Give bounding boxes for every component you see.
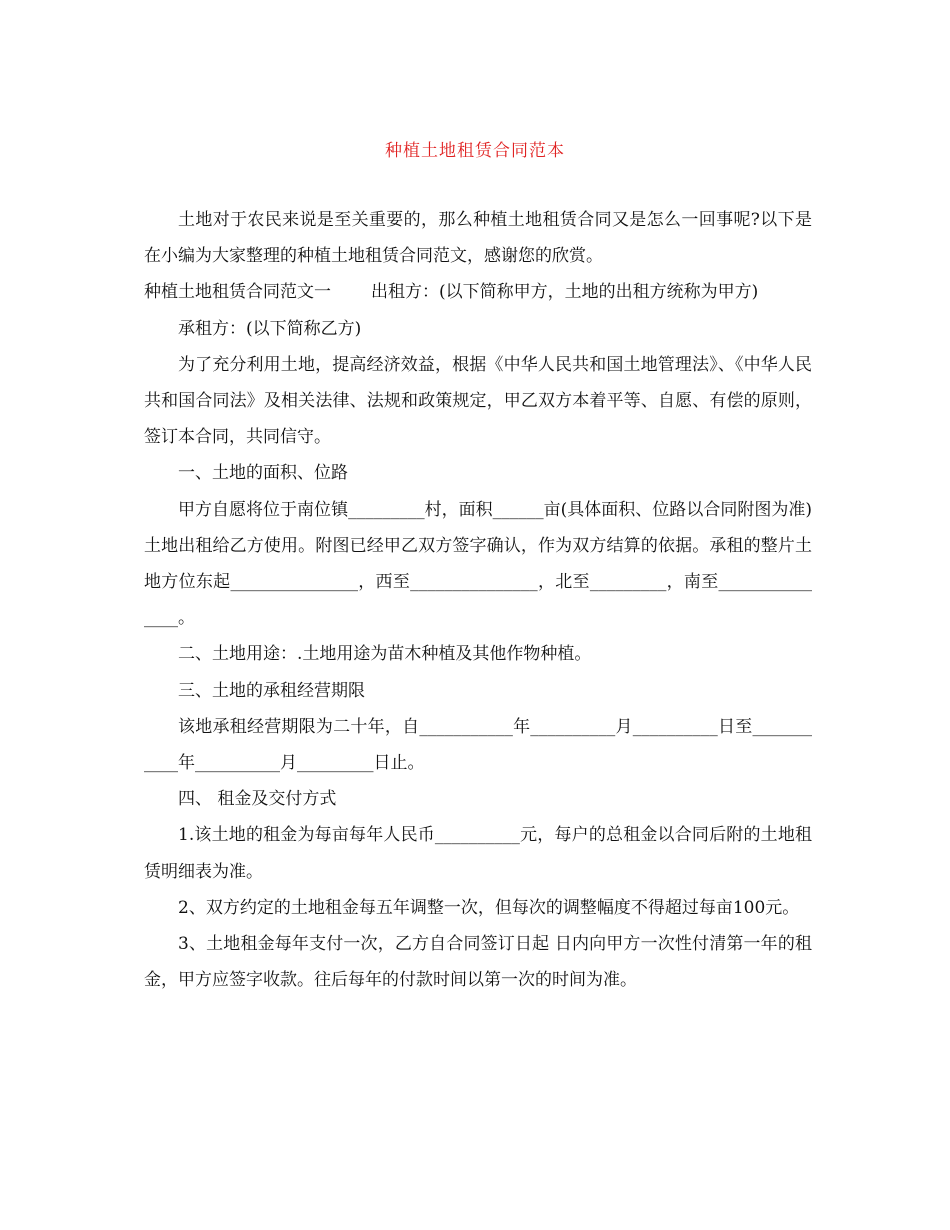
document-title: 种植土地租赁合同范本 [385,141,565,161]
clause-4-3: 3、土地租金每年支付一次，乙方自合同签订日起 日内向甲方一次性付清第一年的租金，甲方应签字收款。往后每年的付款时间以第一次的时间为准。 [144,934,812,991]
section-3-heading: 三、土地的承租经营期限 [178,680,365,701]
section-4-heading: 四、 租金及交付方式 [178,789,337,810]
sample-heading-line [144,274,812,310]
lessee-line: 承租方：(以下简称乙方) [178,318,362,339]
section-1-heading: 一、土地的面积、位路 [178,463,348,484]
preamble-paragraph: 为了充分利用土地，提高经济效益，根据《中华人民共和国土地管理法》、《中华人民共和国合同法》及相关法律、法规和政策规定，甲乙双方本着平等、自愿、有偿的原则，签订本合同，共同信守。 [144,354,812,448]
lessor-line: 出租方：(以下简称甲方，土地的出租方统称为甲方) [371,282,759,303]
document-body [144,202,812,998]
sample-heading: 种植土地租赁合同范文一 [144,282,331,303]
section-1-paragraph: 甲方自愿将位于南位镇_________村，面积______亩(具体面积、位路以合同附图为准)土地出租给乙方使用。附图已经甲乙双方签字确认，作为双方结算的依据。承租的整片土地方位东起_______________，西至_______________，北至_________，南至_______________。 [144,499,812,629]
section-3-paragraph: 该地承租经营期限为二十年，自___________年__________月__________日至___________年__________月_________日止。 [144,716,812,774]
intro-paragraph: 土地对于农民来说是至关重要的，那么种植土地租赁合同又是怎么一回事呢?以下是在小编为大家整理的种植土地租赁合同范文，感谢您的欣赏。 [144,210,812,267]
section-2-heading: 二、土地用途：.土地用途为苗木种植及其他作物种植。 [178,644,592,665]
clause-4-2: 2、双方约定的土地租金每五年调整一次，但每次的调整幅度不得超过每亩100元。 [178,897,800,918]
clause-4-1: 1.该土地的租金为每亩每年人民币__________元，每户的总租金以合同后附的土地租赁明细表为准。 [144,825,812,882]
